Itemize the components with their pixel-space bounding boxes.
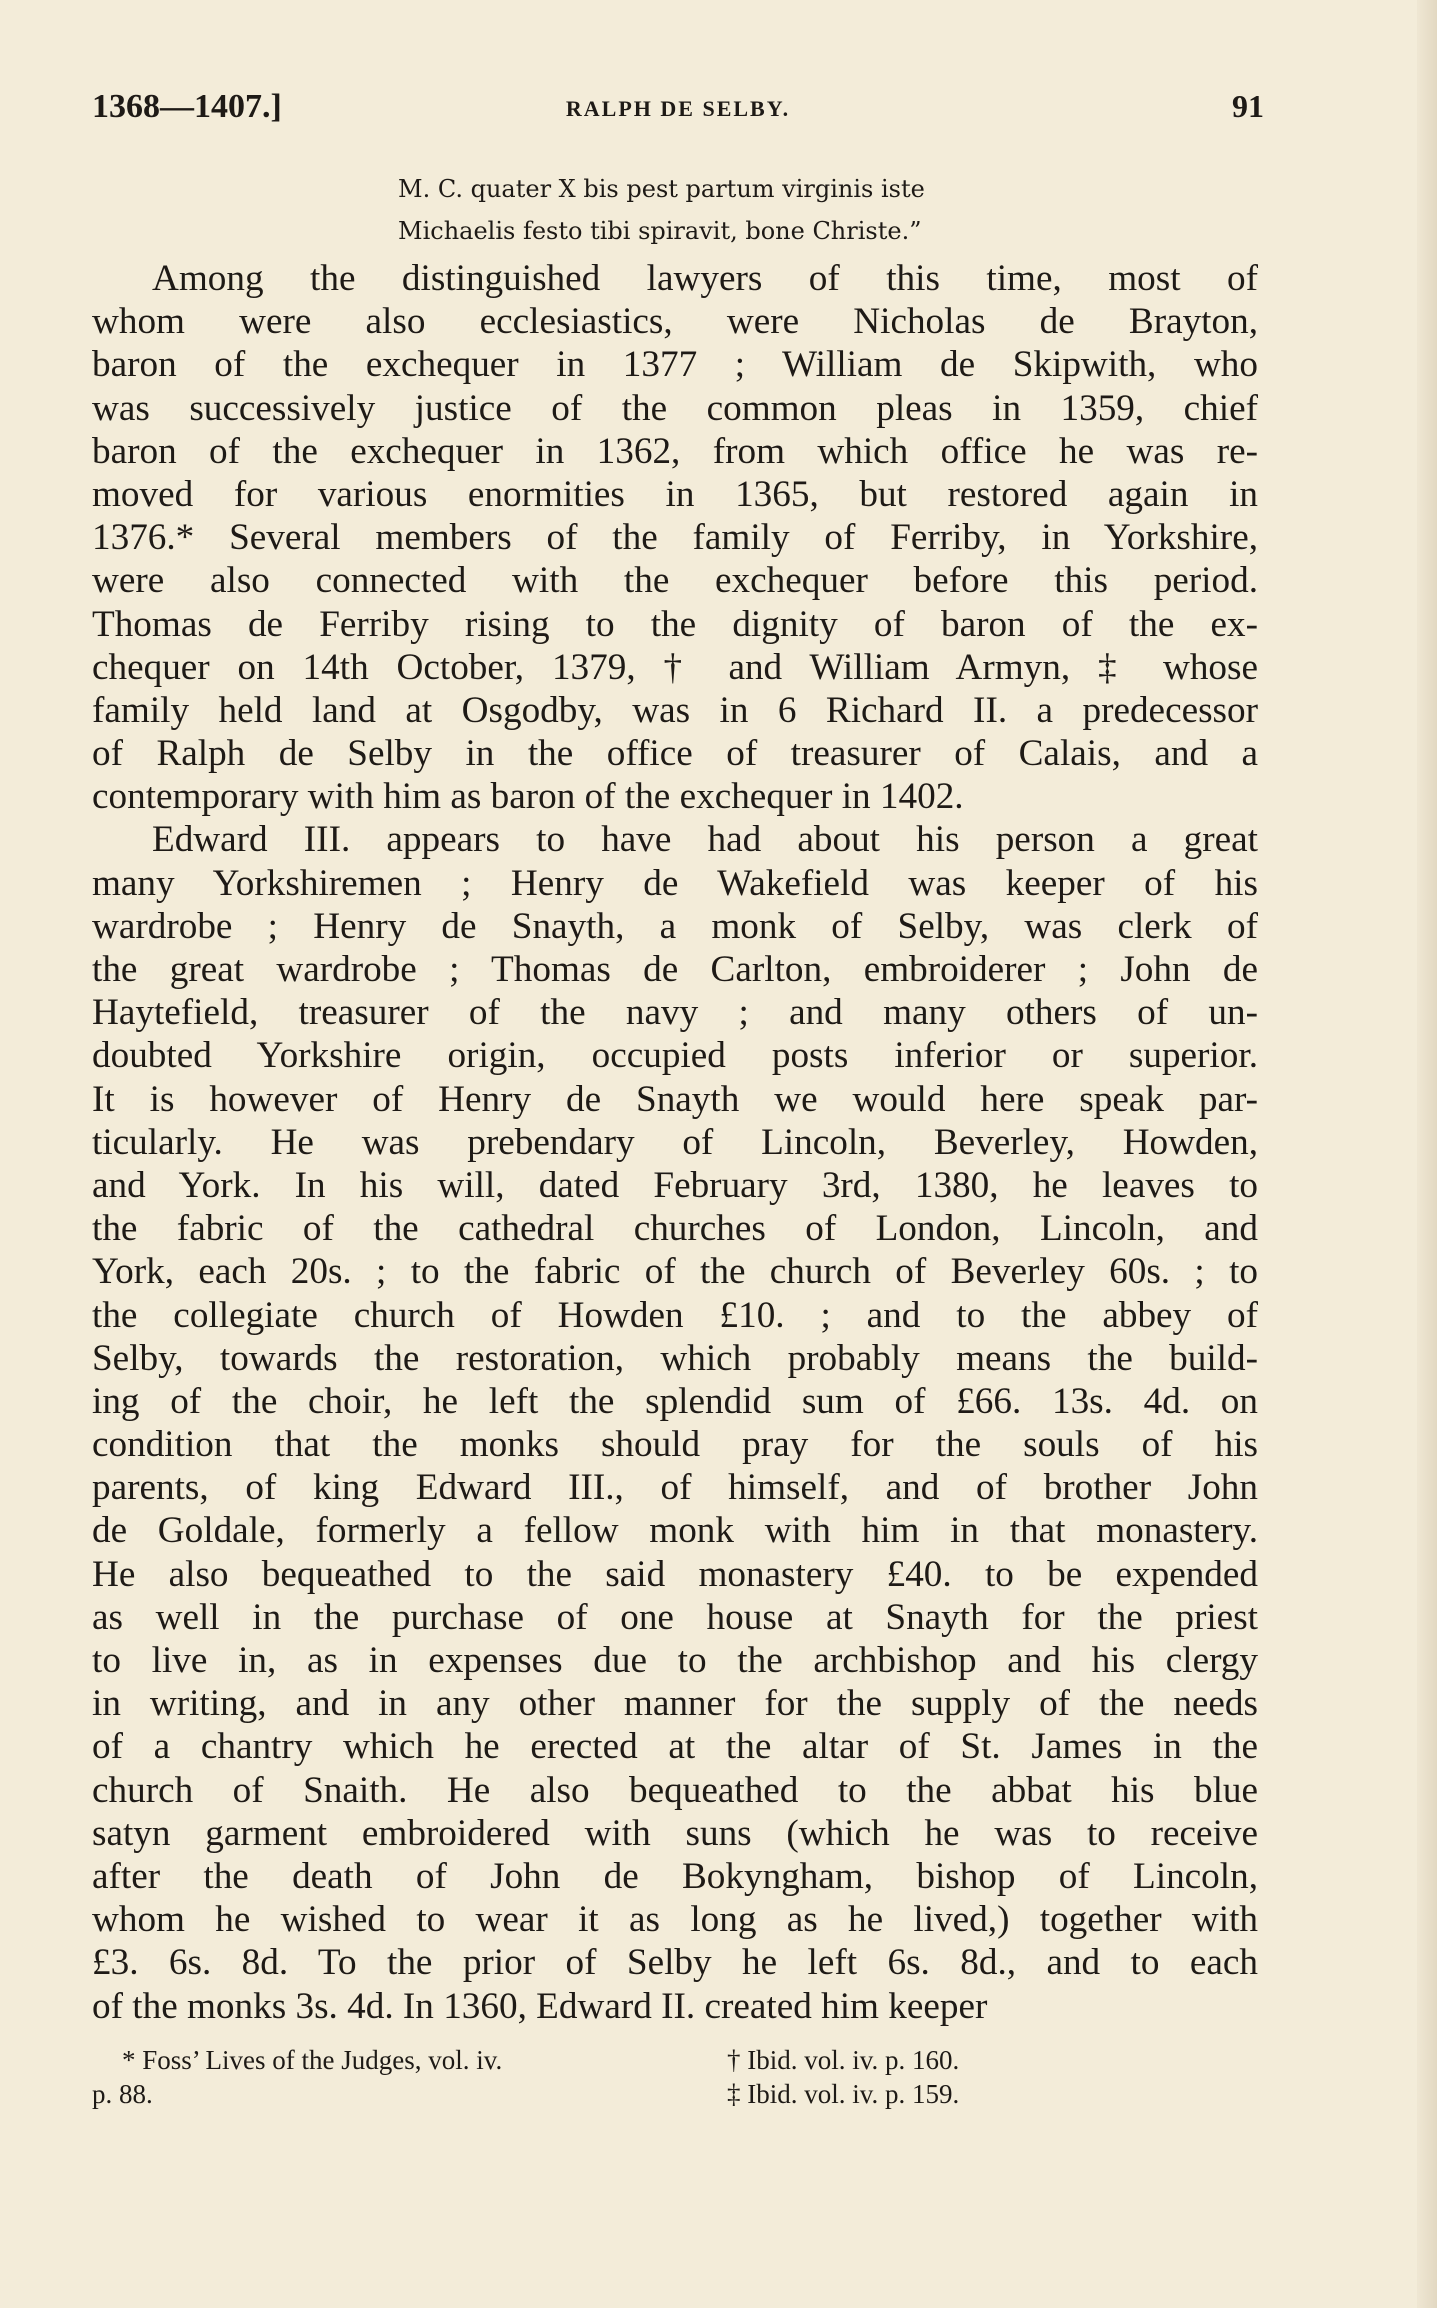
text-line: family held land at Osgodby, was in 6 Richard II. a predecessor [92,689,1258,731]
text-line: parents, of king Edward III., of himself, and of brother John [92,1467,1258,1509]
text-line: £3. 6s. 8d. To the prior of Selby he left 6s. 8d., and to each [92,1942,1258,1984]
text-line: whom were also ecclesiastics, were Nicholas de Brayton, [92,301,1258,343]
latin-verse [398,168,1098,252]
footnote: * Foss’ Lives of the Judges, vol. iv. [122,2045,503,2075]
body-text [92,257,1258,2028]
text-line: de Goldale, formerly a fellow monk with him in that monastery. [92,1510,1258,1552]
text-line: ticularly. He was prebendary of Lincoln, Beverley, Howden, [92,1121,1258,1163]
text-line: of Ralph de Selby in the office of treasurer of Calais, and a [92,733,1258,775]
paragraph [92,257,1258,818]
text-line: and York. In his will, dated February 3rd, 1380, he leaves to [92,1164,1258,1206]
text-line: He also bequeathed to the said monastery £40. to be expended [92,1553,1258,1595]
text-line: satyn garment embroidered with suns (which he was to receive [92,1812,1258,1854]
running-header [92,88,1264,128]
text-line: baron of the exchequer in 1377 ; William de Skipwith, who [92,344,1258,386]
text-line: were also connected with the exchequer before this period. [92,560,1258,602]
verse-line: M. C. quater X bis pest partum virginis iste [398,175,925,203]
text-line: condition that the monks should pray for the souls of his [92,1424,1258,1466]
footnote: † Ibid. vol. iv. p. 160. [727,2045,960,2075]
paragraph [92,818,1258,2027]
text-line: wardrobe ; Henry de Snayth, a monk of Selby, was clerk of [92,905,1258,947]
text-line: moved for various enormities in 1365, but restored again in [92,473,1258,515]
text-line: many Yorkshiremen ; Henry de Wakefield was keeper of his [92,862,1258,904]
footnote-column-right [727,2043,1227,2111]
footnote-continuation: p. 88. [92,2079,153,2109]
text-line: whom he wished to wear it as long as he lived,) together with [92,1899,1258,1941]
text-line: the collegiate church of Howden £10. ; and to the abbey of [92,1294,1258,1336]
text-line: the great wardrobe ; Thomas de Carlton, embroiderer ; John de [92,949,1258,990]
text-line: Haytefield, treasurer of the navy ; and many others of un- [92,992,1258,1034]
text-line: baron of the exchequer in 1362, from which office he was re- [92,430,1258,472]
footnote: ‡ Ibid. vol. iv. p. 159. [727,2079,960,2109]
text-line: Among the distinguished lawyers of this time, most of [152,258,1258,299]
text-line: Edward III. appears to have had about his person a great [152,819,1258,861]
verse-line: Michaelis festo tibi spiravit, bone Christe.” [398,217,922,245]
page-number: 91 [1232,88,1264,124]
text-line: contemporary with him as baron of the exchequer in 1402. [92,776,964,818]
header-title: RALPH DE SELBY. [565,96,791,121]
text-line: as well in the purchase of one house at Snayth for the priest [92,1596,1258,1638]
header-years: 1368—1407.] [92,88,282,125]
footnote-column-left [92,2043,672,2111]
text-line: ing of the choir, he left the splendid sum of £66. 13s. 4d. on [92,1380,1258,1422]
text-line: 1376.* Several members of the family of Ferriby, in Yorkshire, [92,517,1258,559]
text-line: doubted Yorkshire origin, occupied posts inferior or superior. [92,1035,1258,1077]
text-line: in writing, and in any other manner for the supply of the needs [92,1683,1258,1725]
text-line: York, each 20s. ; to the fabric of the church of Beverley 60s. ; to [92,1251,1258,1293]
text-line: of a chantry which he erected at the altar of St. James in the [92,1726,1258,1768]
text-line: of the monks 3s. 4d. In 1360, Edward II. created him keeper [92,1985,988,2027]
text-line: It is however of Henry de Snayth we would here speak par- [92,1078,1258,1120]
text-line: the fabric of the cathedral churches of London, Lincoln, and [92,1208,1258,1250]
text-line: chequer on 14th October, 1379, † and William Armyn, ‡ whose [92,646,1258,688]
text-line: Selby, towards the restoration, which probably means the build- [92,1337,1258,1379]
text-line: church of Snaith. He also bequeathed to the abbat his blue [92,1769,1258,1811]
text-line: Thomas de Ferriby rising to the dignity of baron of the ex- [92,603,1258,645]
text-line: was successively justice of the common pleas in 1359, chief [92,387,1258,429]
text-line: after the death of John de Bokyngham, bishop of Lincoln, [92,1855,1258,1897]
page-edge [1417,0,1437,2308]
text-line: to live in, as in expenses due to the archbishop and his clergy [92,1640,1258,1681]
